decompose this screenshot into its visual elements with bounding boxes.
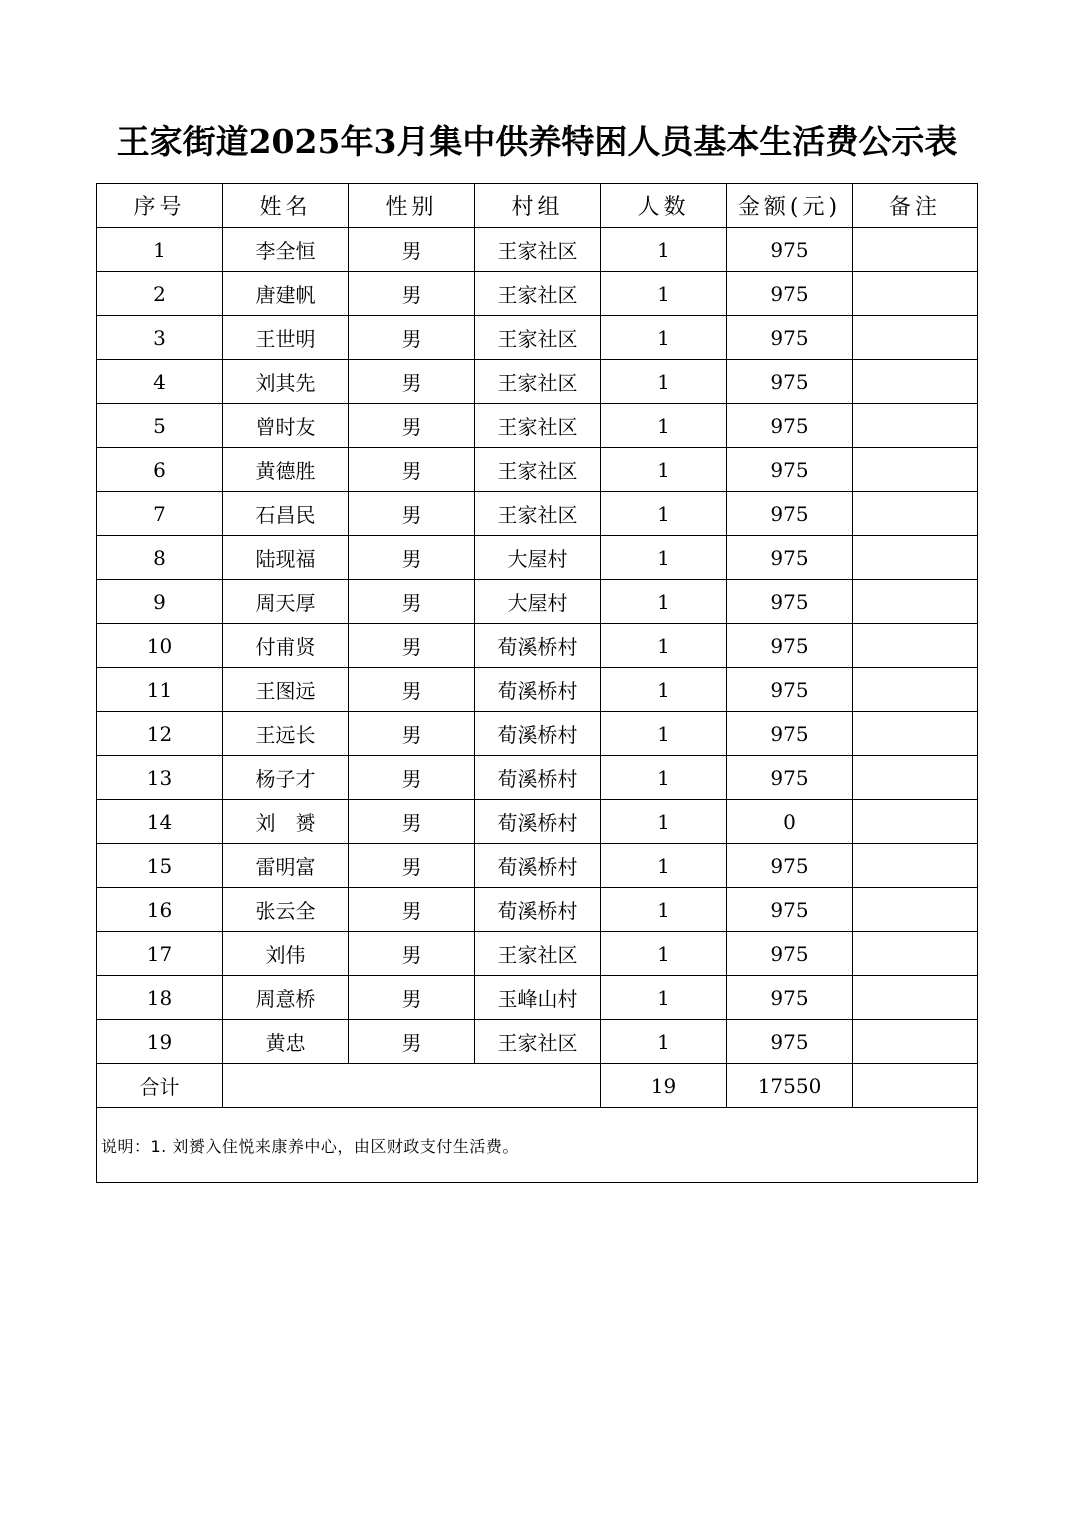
cell-no: 8: [97, 536, 223, 580]
table-row: [97, 976, 978, 1020]
total-remark: [853, 1064, 978, 1108]
cell-gender: 男: [349, 756, 475, 800]
cell-amount: 975: [727, 272, 853, 316]
cell-remark: [853, 888, 978, 932]
header-count: 人数: [601, 184, 727, 228]
cell-count: 1: [601, 888, 727, 932]
cell-amount: 975: [727, 712, 853, 756]
cell-no: 7: [97, 492, 223, 536]
table-row: [97, 1020, 978, 1064]
cell-no: 10: [97, 624, 223, 668]
cell-count: 1: [601, 404, 727, 448]
cell-gender: 男: [349, 976, 475, 1020]
cell-remark: [853, 756, 978, 800]
cell-name: 雷明富: [223, 844, 349, 888]
cell-gender: 男: [349, 536, 475, 580]
cell-count: 1: [601, 536, 727, 580]
cell-village: 王家社区: [475, 448, 601, 492]
table-row: [97, 316, 978, 360]
cell-village: 王家社区: [475, 492, 601, 536]
cell-gender: 男: [349, 888, 475, 932]
cell-name: 付甫贤: [223, 624, 349, 668]
table-row: [97, 580, 978, 624]
cell-remark: [853, 712, 978, 756]
cell-amount: 975: [727, 580, 853, 624]
table-row: [97, 668, 978, 712]
cell-amount: 975: [727, 976, 853, 1020]
cell-name: 周天厚: [223, 580, 349, 624]
note-row: [97, 1108, 978, 1183]
table-body: [97, 228, 978, 1064]
cell-gender: 男: [349, 448, 475, 492]
cell-count: 1: [601, 1020, 727, 1064]
cell-village: 王家社区: [475, 228, 601, 272]
cell-village: 荀溪桥村: [475, 888, 601, 932]
table-row: [97, 624, 978, 668]
table-row: [97, 536, 978, 580]
cell-gender: 男: [349, 712, 475, 756]
cell-count: 1: [601, 844, 727, 888]
cell-amount: 975: [727, 492, 853, 536]
cell-no: 14: [97, 800, 223, 844]
table-row: [97, 360, 978, 404]
cell-count: 1: [601, 668, 727, 712]
total-empty: [223, 1064, 601, 1108]
cell-gender: 男: [349, 272, 475, 316]
cell-name: 曾时友: [223, 404, 349, 448]
cell-amount: 975: [727, 228, 853, 272]
cell-gender: 男: [349, 844, 475, 888]
cell-name: 陆现福: [223, 536, 349, 580]
cell-name: 周意桥: [223, 976, 349, 1020]
cell-gender: 男: [349, 580, 475, 624]
cell-gender: 男: [349, 316, 475, 360]
cell-name: 王图远: [223, 668, 349, 712]
cell-village: 荀溪桥村: [475, 844, 601, 888]
cell-amount: 975: [727, 316, 853, 360]
cell-village: 荀溪桥村: [475, 800, 601, 844]
allowance-table: [96, 183, 978, 1183]
cell-no: 11: [97, 668, 223, 712]
cell-name: 黄忠: [223, 1020, 349, 1064]
cell-name: 刘 赟: [223, 800, 349, 844]
table-row: [97, 800, 978, 844]
cell-remark: [853, 404, 978, 448]
cell-gender: 男: [349, 404, 475, 448]
cell-gender: 男: [349, 624, 475, 668]
cell-remark: [853, 932, 978, 976]
header-name: 姓名: [223, 184, 349, 228]
cell-remark: [853, 1020, 978, 1064]
page-title: 王家街道2025年3月集中供养特困人员基本生活费公示表: [116, 122, 958, 161]
header-amount: 金额(元): [727, 184, 853, 228]
table-row: [97, 404, 978, 448]
cell-amount: 975: [727, 536, 853, 580]
cell-no: 6: [97, 448, 223, 492]
cell-no: 19: [97, 1020, 223, 1064]
cell-gender: 男: [349, 800, 475, 844]
cell-no: 1: [97, 228, 223, 272]
cell-remark: [853, 228, 978, 272]
cell-name: 王世明: [223, 316, 349, 360]
cell-name: 唐建帆: [223, 272, 349, 316]
cell-remark: [853, 492, 978, 536]
cell-remark: [853, 536, 978, 580]
cell-amount: 0: [727, 800, 853, 844]
header-row: [97, 184, 978, 228]
cell-no: 18: [97, 976, 223, 1020]
total-amount: 17550: [727, 1064, 853, 1108]
table-row: [97, 712, 978, 756]
cell-village: 荀溪桥村: [475, 668, 601, 712]
total-label: 合计: [97, 1064, 223, 1108]
cell-count: 1: [601, 580, 727, 624]
table-row: [97, 888, 978, 932]
cell-village: 王家社区: [475, 272, 601, 316]
cell-no: 16: [97, 888, 223, 932]
cell-no: 9: [97, 580, 223, 624]
cell-village: 王家社区: [475, 932, 601, 976]
cell-no: 5: [97, 404, 223, 448]
cell-village: 荀溪桥村: [475, 756, 601, 800]
cell-village: 王家社区: [475, 1020, 601, 1064]
cell-count: 1: [601, 932, 727, 976]
cell-amount: 975: [727, 448, 853, 492]
cell-no: 15: [97, 844, 223, 888]
cell-amount: 975: [727, 932, 853, 976]
cell-gender: 男: [349, 932, 475, 976]
header-village: 村组: [475, 184, 601, 228]
cell-amount: 975: [727, 668, 853, 712]
cell-amount: 975: [727, 844, 853, 888]
cell-name: 杨子才: [223, 756, 349, 800]
cell-remark: [853, 844, 978, 888]
cell-count: 1: [601, 756, 727, 800]
total-count: 19: [601, 1064, 727, 1108]
table-row: [97, 492, 978, 536]
cell-count: 1: [601, 360, 727, 404]
cell-gender: 男: [349, 360, 475, 404]
cell-count: 1: [601, 448, 727, 492]
cell-no: 4: [97, 360, 223, 404]
cell-gender: 男: [349, 228, 475, 272]
cell-no: 12: [97, 712, 223, 756]
cell-count: 1: [601, 492, 727, 536]
cell-count: 1: [601, 228, 727, 272]
cell-village: 荀溪桥村: [475, 712, 601, 756]
cell-village: 大屋村: [475, 536, 601, 580]
cell-count: 1: [601, 272, 727, 316]
cell-count: 1: [601, 624, 727, 668]
cell-count: 1: [601, 316, 727, 360]
cell-no: 3: [97, 316, 223, 360]
cell-name: 石昌民: [223, 492, 349, 536]
cell-count: 1: [601, 800, 727, 844]
cell-name: 黄德胜: [223, 448, 349, 492]
cell-gender: 男: [349, 1020, 475, 1064]
cell-count: 1: [601, 976, 727, 1020]
cell-name: 刘伟: [223, 932, 349, 976]
cell-no: 17: [97, 932, 223, 976]
cell-remark: [853, 316, 978, 360]
cell-remark: [853, 448, 978, 492]
cell-gender: 男: [349, 492, 475, 536]
cell-remark: [853, 360, 978, 404]
cell-amount: 975: [727, 360, 853, 404]
cell-village: 王家社区: [475, 360, 601, 404]
cell-no: 13: [97, 756, 223, 800]
table-row: [97, 448, 978, 492]
cell-name: 王远长: [223, 712, 349, 756]
cell-remark: [853, 624, 978, 668]
cell-village: 荀溪桥村: [475, 624, 601, 668]
cell-name: 李全恒: [223, 228, 349, 272]
table-row: [97, 228, 978, 272]
cell-village: 玉峰山村: [475, 976, 601, 1020]
cell-amount: 975: [727, 404, 853, 448]
cell-village: 王家社区: [475, 404, 601, 448]
cell-village: 大屋村: [475, 580, 601, 624]
cell-remark: [853, 800, 978, 844]
cell-amount: 975: [727, 888, 853, 932]
cell-count: 1: [601, 712, 727, 756]
cell-name: 刘其先: [223, 360, 349, 404]
cell-amount: 975: [727, 756, 853, 800]
cell-gender: 男: [349, 668, 475, 712]
cell-remark: [853, 580, 978, 624]
total-row: [97, 1064, 978, 1108]
header-no: 序号: [97, 184, 223, 228]
table-row: [97, 932, 978, 976]
cell-amount: 975: [727, 624, 853, 668]
header-gender: 性别: [349, 184, 475, 228]
table-row: [97, 756, 978, 800]
cell-remark: [853, 976, 978, 1020]
cell-remark: [853, 668, 978, 712]
cell-amount: 975: [727, 1020, 853, 1064]
cell-name: 张云全: [223, 888, 349, 932]
cell-village: 王家社区: [475, 316, 601, 360]
cell-no: 2: [97, 272, 223, 316]
table-row: [97, 844, 978, 888]
cell-remark: [853, 272, 978, 316]
note-text: 说明：1. 刘赟入住悦来康养中心，由区财政支付生活费。: [97, 1108, 978, 1183]
header-remark: 备注: [853, 184, 978, 228]
table-row: [97, 272, 978, 316]
